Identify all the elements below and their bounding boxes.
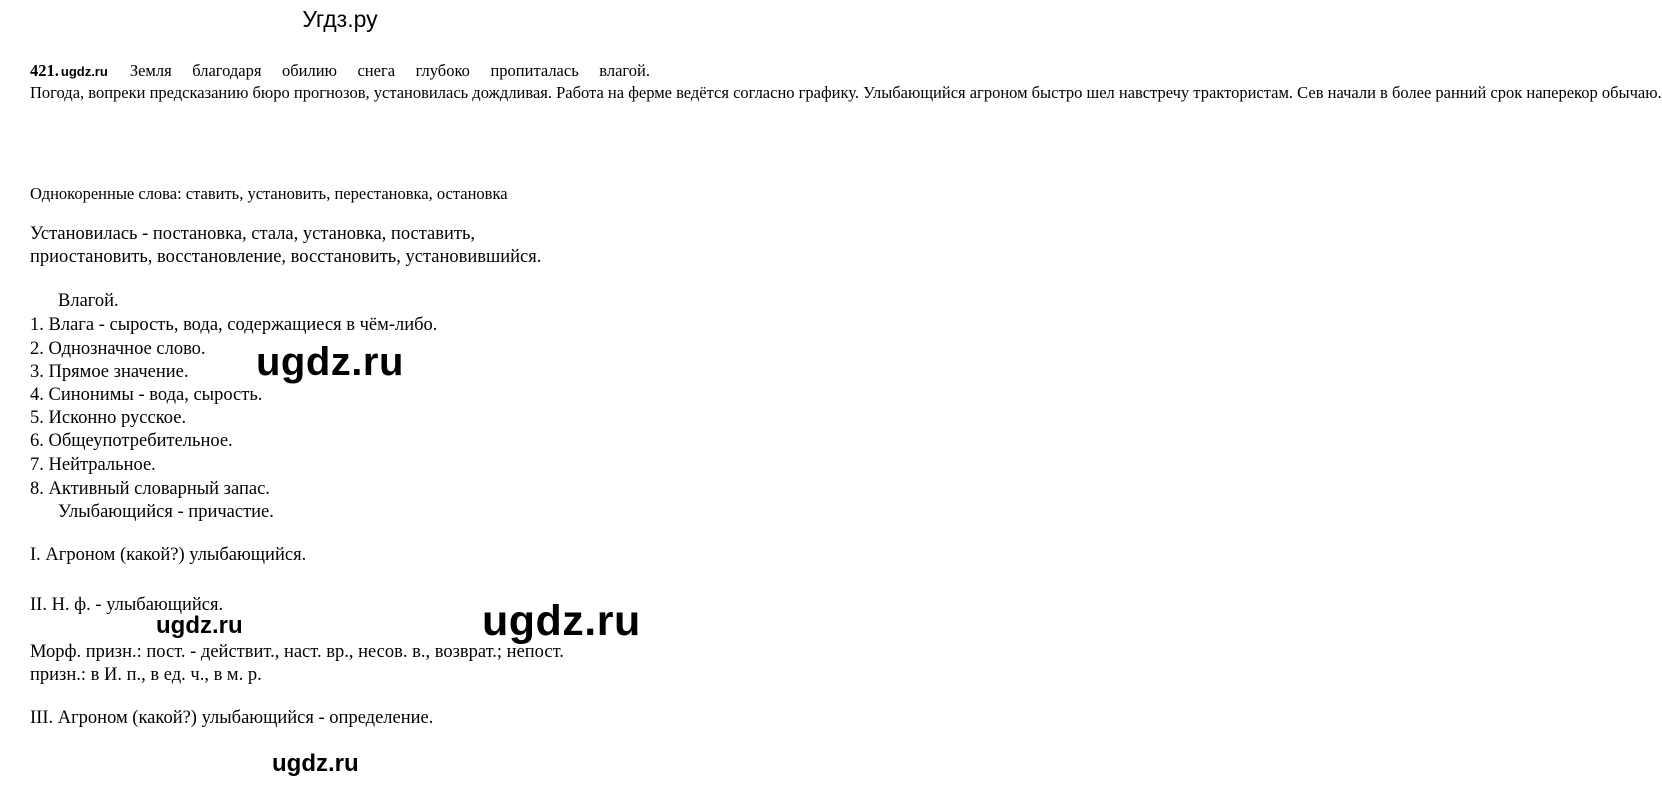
- analysis-item-3: 3. Прямое значение.: [30, 362, 189, 382]
- exercise-number: 421.: [30, 61, 59, 80]
- exercise-paragraph: [30, 60, 1662, 103]
- exercise-text-rest: Погода, вопреки предсказанию бюро прогнозов, установилась дождливая. Работа на ферме ведётся согласно графику. Улыбающийся агроном быстро шел навстречу трактористам. Сев начали в более ранний срок наперекор обычаю.: [30, 83, 1662, 102]
- analysis-item-5: 5. Исконно русское.: [30, 408, 187, 428]
- related-line-1: Установилась - постановка, стала, установка, поставить,: [30, 224, 476, 244]
- watermark-center: ugdz.ru: [256, 340, 404, 384]
- analysis-item-7: 7. Нейтральное.: [30, 455, 156, 475]
- exercise-text-line1: Земля благодаря обилию снега глубоко пропиталась влагой.: [129, 61, 650, 80]
- morph-part-2: II. Н. ф. - улыбающийся.: [30, 595, 224, 615]
- participle-title: Улыбающийся - причастие.: [58, 502, 274, 522]
- morph-features-line-1: Морф. призн.: пост. - действит., наст. вр., несов. в., возврат.; непост.: [30, 642, 564, 662]
- exercise-first-line: [30, 60, 650, 82]
- analysis-word-title: Влагой.: [58, 291, 119, 311]
- morph-features-line-2: призн.: в И. п., в ед. ч., в м. р.: [30, 665, 262, 685]
- morph-part-1: I. Агроном (какой?) улыбающийся.: [30, 545, 307, 565]
- morph-part-3: III. Агроном (какой?) улыбающийся - определение.: [30, 708, 434, 728]
- analysis-item-1: 1. Влага - сырость, вода, содержащиеся в чём-либо.: [30, 315, 438, 335]
- watermark-left-mid: ugdz.ru: [156, 612, 243, 639]
- analysis-item-6: 6. Общеупотребительное.: [30, 431, 233, 451]
- watermark-bottom: ugdz.ru: [272, 750, 359, 777]
- site-title: Угдз.ру: [302, 6, 378, 32]
- analysis-item-2: 2. Однозначное слово.: [30, 339, 206, 359]
- cognates-line: Однокоренные слова: ставить, установить, перестановка, остановка: [30, 184, 508, 203]
- watermark-right-large: ugdz.ru: [482, 597, 641, 645]
- inline-watermark: ugdz.ru: [60, 64, 108, 79]
- analysis-item-4: 4. Синонимы - вода, сырость.: [30, 385, 263, 405]
- related-line-2: приостановить, восстановление, восстановить, установившийся.: [30, 247, 542, 267]
- analysis-item-8: 8. Активный словарный запас.: [30, 479, 270, 499]
